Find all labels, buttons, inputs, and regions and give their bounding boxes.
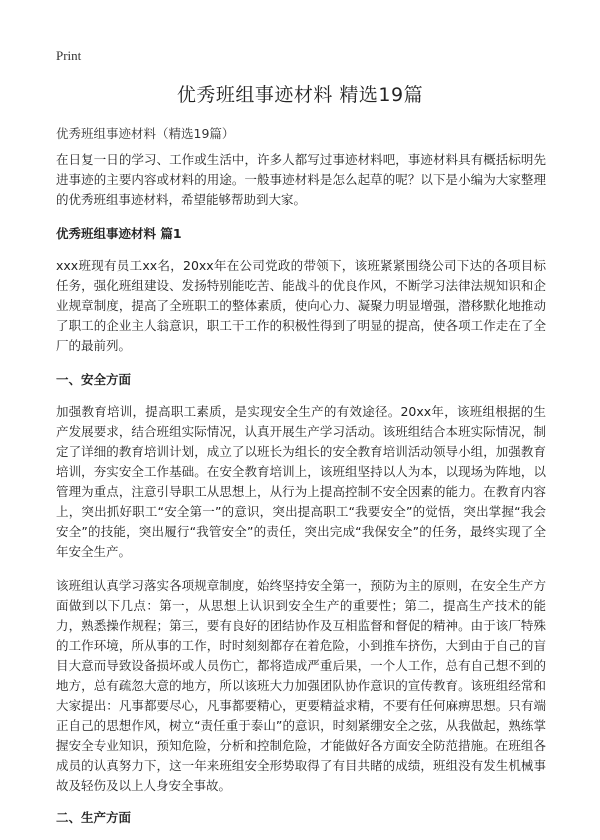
- safety-paragraph-2: 该班组认真学习落实各项规章制度，始终坚持安全第一，预防为主的原则，在安全生产方面做到以下几点：第一，从思想上认识到安全生产的重要性；第二，提高生产技术的能力，熟悉操作规程；第三，要有良好的团结协作及互相监督和督促的精神。由于该厂特殊的工作环境，所从事的工作，时时刻刻都存在着危险，小到推车挤伤，大到由于自己的盲目大意而导致设备损坏或人员伤亡，都将造成严重后果，一个人工作，总有自己想不到的地方，总有疏忽大意的地方，所以该班大力加强团队协作意识的宣传教育。该班组经常和大家提出：凡事都要尽心，凡事都要精心，更要精益求精，不要有任何麻痹思想。只有端正自己的思想作风，树立“责任重于泰山”的意识，时刻紧绷安全之弦，从我做起，熟练掌握安全专业知识，预知危险，分析和控制危险，才能做好各方面安全防范措施。在班组各成员的认真努力下，这一年来班组安全形势取得了有目共睹的成绩，班组没有发生机械事故及轻伤及以上人身安全事故。: [56, 578, 546, 793]
- safety-paragraph-1: 加强教育培训，提高职工素质，是实现安全生产的有效途径。20xx年，该班组根据的生产发展要求，结合班组实际情况，认真开展生产学习活动。该班组结合本班实际情况，制定了详细的教育培训计划，成立了以班长为组长的安全教育培训活动领导小组，加强教育培训，夯实安全工作基础。在安全教育培训上，该班组坚持以人为本，以现场为阵地，以管理为重点，注意引导职工从思想上，从行为上提高控制不安全因素的能力。在教育内容上，突出抓好职工“安全第一”的意识，突出提高职工“我要安全”的觉悟，突出掌握“我会安全”的技能，突出履行“我管安全”的责任，突出完成“我保安全”的任务，最终实现了全年安全生产。: [56, 404, 546, 559]
- section-heading-production: 二、生产方面: [56, 810, 132, 825]
- intro-paragraph: 在日复一日的学习、工作或生活中，许多人都写过事迹材料吧，事迹材料具有概括标明先进事迹的主要内容或材料的用途。一般事迹材料是怎么起草的呢？以下是小编为大家整理的优秀班组事迹材料，希望能够帮助到大家。: [56, 152, 546, 207]
- article-heading: 优秀班组事迹材料 篇1: [56, 226, 182, 241]
- article-intro-paragraph: xxx班现有员工xx名，20xx年在公司党政的带领下，该班紧紧围绕公司下达的各项目标任务，强化班组建设、发扬特别能吃苦、能战斗的优良作风，不断学习法律法规知识和企业规章制度，提高了全班职工的整体素质，使向心力、凝聚力明显增强，潜移默化地推动了职工的企业主人翁意识，职工干工作的积极性得到了明显的提高，使各项工作走在了全厂的最前列。: [56, 258, 546, 353]
- document-subtitle: 优秀班组事迹材料（精选19篇）: [56, 126, 235, 141]
- section-heading-safety: 一、安全方面: [56, 372, 132, 387]
- page-title: 优秀班组事迹材料 精选19篇: [176, 84, 424, 106]
- print-link[interactable]: Print: [56, 48, 82, 63]
- article-body: [56, 150, 546, 840]
